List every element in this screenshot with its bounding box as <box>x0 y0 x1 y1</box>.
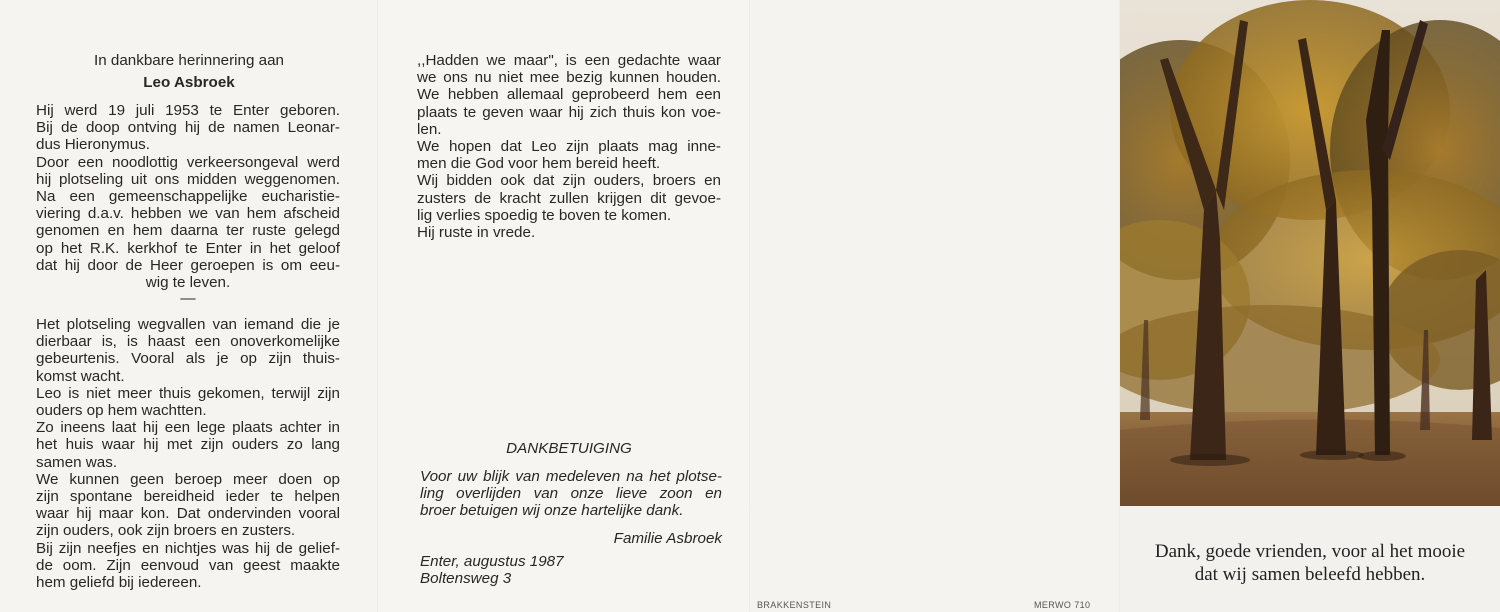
place-date: Enter, augustus 1987 <box>420 553 564 570</box>
text-line: samen was. <box>36 453 118 471</box>
text-line: Bij de doop ontving hij de namen Leonar- <box>36 119 340 137</box>
text-line: Zo ineens laat hij een lege plaats achter in <box>36 419 340 437</box>
quote-block <box>417 52 721 241</box>
text-line: zijn ouders, ook zijn broers en zusters. <box>36 522 296 540</box>
address: Boltensweg 3 <box>420 570 512 588</box>
text-line: wig te leven. <box>145 274 231 292</box>
autumn-forest-photo <box>1120 0 1500 506</box>
text-line: We hebben allemaal geprobeerd hem een <box>417 86 721 104</box>
text-line: de oom. Zijn eenvoud van geest maakte <box>36 556 340 574</box>
text-line: waar hij maar kon. Dat ondervinden vooral <box>36 505 340 523</box>
fold-line <box>377 0 379 612</box>
biography <box>36 102 340 307</box>
caption-line: Dank, goede vrienden, voor al het mooie <box>1154 541 1466 562</box>
printer-mark: BRAKKENSTEIN <box>757 600 832 610</box>
reflection <box>36 316 340 591</box>
text-line: ling overlijden van onze lieve zoon en <box>420 485 722 503</box>
text-line: gebeurtenis. Vooral als je op zijn thuis- <box>36 350 340 368</box>
text-line: lig verlies spoedig te boven te komen. <box>417 206 672 224</box>
text-line: Hij ruste in vrede. <box>417 224 536 242</box>
blank-panel <box>750 0 1120 612</box>
text-line: hij plotseling uit ons midden weggenomen. <box>36 170 340 188</box>
text-line: Het plotseling wegvallen van iemand die je <box>36 316 340 333</box>
text-line: len. <box>417 120 442 138</box>
caption-line: dat wij samen beleefd hebben. <box>1194 564 1426 585</box>
text-line: Voor uw blijk van medeleven na het plotse- <box>420 468 722 485</box>
text-line: op het R.K. kerkhof te Enter in het geloof <box>36 239 340 257</box>
photo-caption <box>1120 540 1500 586</box>
thanks-message <box>420 468 722 520</box>
text-line: men die God voor hem bereid heeft. <box>417 155 661 173</box>
place-date-block <box>420 553 722 587</box>
text-line: dat hij door de Heer geroepen is om eeu- <box>36 256 340 274</box>
text-line: zusters de kracht zullen krijgen dit gevoe- <box>417 189 721 207</box>
text-line: genomen en hem daarna ter ruste gelegd <box>36 222 340 240</box>
deceased-name: Leo Asbroek <box>143 74 235 91</box>
thanks-heading: DANKBETUIGING <box>506 440 632 457</box>
text-line: dus Hieronymus. <box>36 136 150 154</box>
text-line: komst wacht. <box>36 367 125 385</box>
divider: — <box>180 290 196 308</box>
text-line: het huis waar hij met zijn ouders zo lang <box>36 436 340 454</box>
product-code: MERWO 710 <box>1034 600 1091 610</box>
text-line: We hopen dat Leo zijn plaats mag inne- <box>417 138 721 156</box>
intro-text: In dankbare herinnering aan <box>94 52 284 69</box>
text-line: Hij werd 19 juli 1953 te Enter geboren. <box>36 102 340 119</box>
fold-line <box>749 0 751 612</box>
text-line: Leo is niet meer thuis gekomen, terwijl zijn <box>36 384 340 402</box>
text-line: ,,Hadden we maar", is een gedachte waar <box>417 52 721 69</box>
text-line: Na een gemeenschappelijke eucharistie- <box>36 188 340 206</box>
text-line: broer betuigen wij onze hartelijke dank. <box>420 502 684 520</box>
text-line: ouders op hem wachtten. <box>36 402 207 420</box>
text-line: Door een noodlottig verkeersongeval werd <box>36 153 340 171</box>
text-line: dierbaar is, is haast een onoverkomelijke <box>36 333 340 351</box>
family-signature: Familie Asbroek <box>613 530 722 547</box>
text-line: Wij bidden ook dat zijn ouders, broers en <box>417 172 721 190</box>
text-line: zijn spontane bereidheid ieder te helpen <box>36 488 340 506</box>
text-line: We kunnen geen beroep meer doen op <box>36 470 340 488</box>
text-line: viering d.a.v. hebben we van hem afscheid <box>36 205 340 223</box>
text-line: hem geliefd bij iedereen. <box>36 574 202 592</box>
text-line: plaats te geven waar hij zich thuis kon voe- <box>417 103 721 121</box>
text-line: Bij zijn neefjes en nichtjes was hij de gelief- <box>36 539 340 557</box>
text-line: we ons nu niet mee bezig kunnen houden. <box>417 69 721 87</box>
